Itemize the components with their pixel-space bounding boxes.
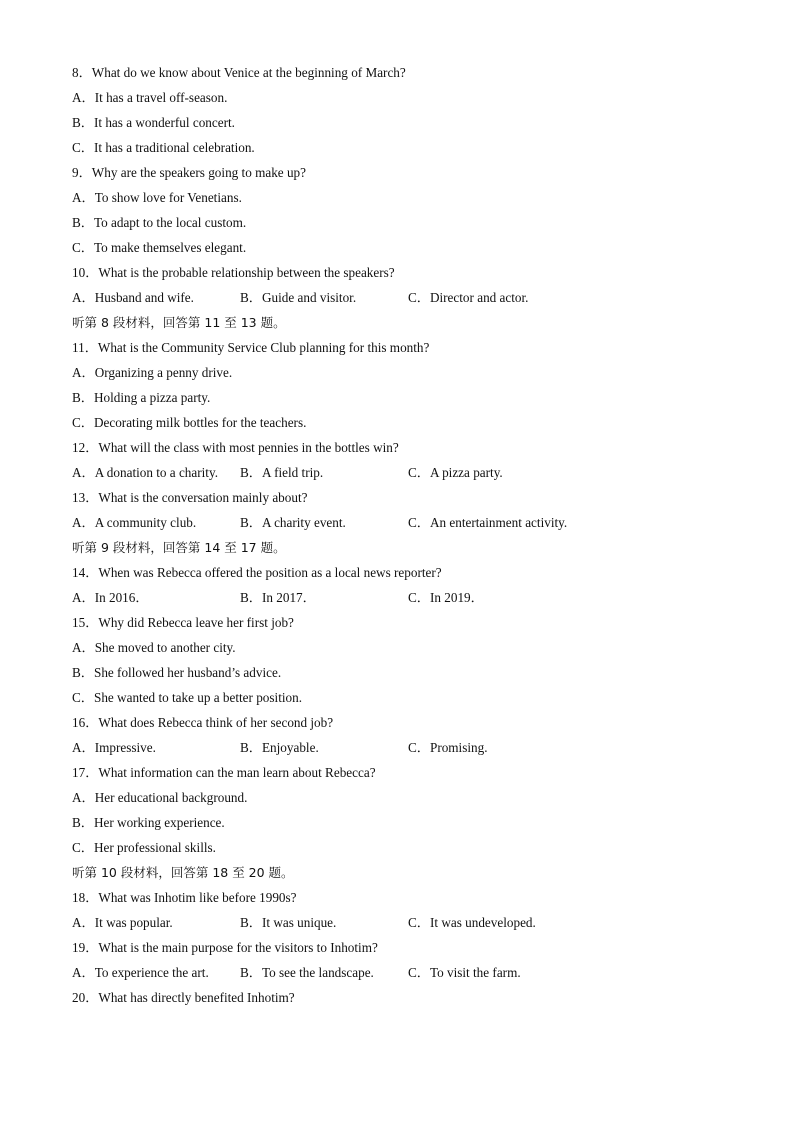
section-heading-8: 听第 8 段材料，回答第 11 至 13 题。 bbox=[72, 315, 286, 330]
question-17: 17．What information can the man learn about Rebecca? bbox=[72, 765, 376, 780]
question-19: 19．What is the main purpose for the visitors to Inhotim? bbox=[72, 940, 378, 955]
option-8a: A．It has a travel off-season. bbox=[72, 90, 228, 105]
exam-page bbox=[72, 60, 732, 1010]
option-19c: C．To visit the farm. bbox=[408, 965, 521, 980]
option-12a: A．A donation to a charity. bbox=[72, 465, 219, 480]
option-14a: A．In 2016． bbox=[72, 590, 149, 605]
option-11a: A．Organizing a penny drive. bbox=[72, 365, 233, 380]
option-12c: C．A pizza party. bbox=[408, 465, 503, 480]
question-8: 8．What do we know about Venice at the beginning of March? bbox=[72, 65, 406, 80]
option-16a: A．Impressive. bbox=[72, 740, 156, 755]
option-12b: B．A field trip. bbox=[240, 465, 324, 480]
option-18b: B．It was unique. bbox=[240, 915, 337, 930]
question-16: 16．What does Rebecca think of her second job? bbox=[72, 715, 334, 730]
options-19 bbox=[72, 960, 732, 985]
option-9a: A．To show love for Venetians. bbox=[72, 190, 242, 205]
question-13: 13．What is the conversation mainly about? bbox=[72, 490, 308, 505]
options-10 bbox=[72, 285, 732, 310]
option-13c: C．An entertainment activity. bbox=[408, 515, 568, 530]
option-9c: C．To make themselves elegant. bbox=[72, 240, 247, 255]
question-9: 9．Why are the speakers going to make up? bbox=[72, 165, 307, 180]
option-16c: C．Promising. bbox=[408, 740, 488, 755]
option-15a: A．She moved to another city. bbox=[72, 640, 236, 655]
section-heading-10: 听第 10 段材料，回答第 18 至 20 题。 bbox=[72, 865, 294, 880]
options-14 bbox=[72, 585, 732, 610]
options-18 bbox=[72, 910, 732, 935]
question-10: 10．What is the probable relationship between the speakers? bbox=[72, 265, 395, 280]
question-20: 20．What has directly benefited Inhotim? bbox=[72, 990, 295, 1005]
option-14b: B．In 2017． bbox=[240, 590, 316, 605]
option-19b: B．To see the landscape. bbox=[240, 965, 374, 980]
option-10a: A．Husband and wife. bbox=[72, 290, 194, 305]
section-heading-9: 听第 9 段材料，回答第 14 至 17 题。 bbox=[72, 540, 286, 555]
option-11b: B．Holding a pizza party. bbox=[72, 390, 211, 405]
option-17a: A．Her educational background. bbox=[72, 790, 248, 805]
option-17b: B．Her working experience. bbox=[72, 815, 225, 830]
option-14c: C．In 2019． bbox=[408, 590, 484, 605]
question-15: 15．Why did Rebecca leave her first job? bbox=[72, 615, 294, 630]
question-18: 18．What was Inhotim like before 1990s? bbox=[72, 890, 297, 905]
option-11c: C．Decorating milk bottles for the teachers. bbox=[72, 415, 307, 430]
option-8c: C．It has a traditional celebration. bbox=[72, 140, 255, 155]
option-13b: B．A charity event. bbox=[240, 515, 346, 530]
option-16b: B．Enjoyable. bbox=[240, 740, 319, 755]
options-16 bbox=[72, 735, 732, 760]
option-10b: B．Guide and visitor. bbox=[240, 290, 357, 305]
option-15b: B．She followed her husband’s advice. bbox=[72, 665, 282, 680]
options-12 bbox=[72, 460, 732, 485]
options-13 bbox=[72, 510, 732, 535]
option-18a: A．It was popular. bbox=[72, 915, 173, 930]
option-9b: B．To adapt to the local custom. bbox=[72, 215, 247, 230]
option-13a: A．A community club. bbox=[72, 515, 197, 530]
option-15c: C．She wanted to take up a better position. bbox=[72, 690, 303, 705]
question-12: 12．What will the class with most pennies in the bottles win? bbox=[72, 440, 399, 455]
question-11: 11．What is the Community Service Club planning for this month? bbox=[72, 340, 430, 355]
option-18c: C．It was undeveloped. bbox=[408, 915, 536, 930]
option-10c: C．Director and actor. bbox=[408, 290, 529, 305]
option-19a: A．To experience the art. bbox=[72, 965, 209, 980]
question-14: 14．When was Rebecca offered the position as a local news reporter? bbox=[72, 565, 442, 580]
option-17c: C．Her professional skills. bbox=[72, 840, 216, 855]
option-8b: B．It has a wonderful concert. bbox=[72, 115, 235, 130]
